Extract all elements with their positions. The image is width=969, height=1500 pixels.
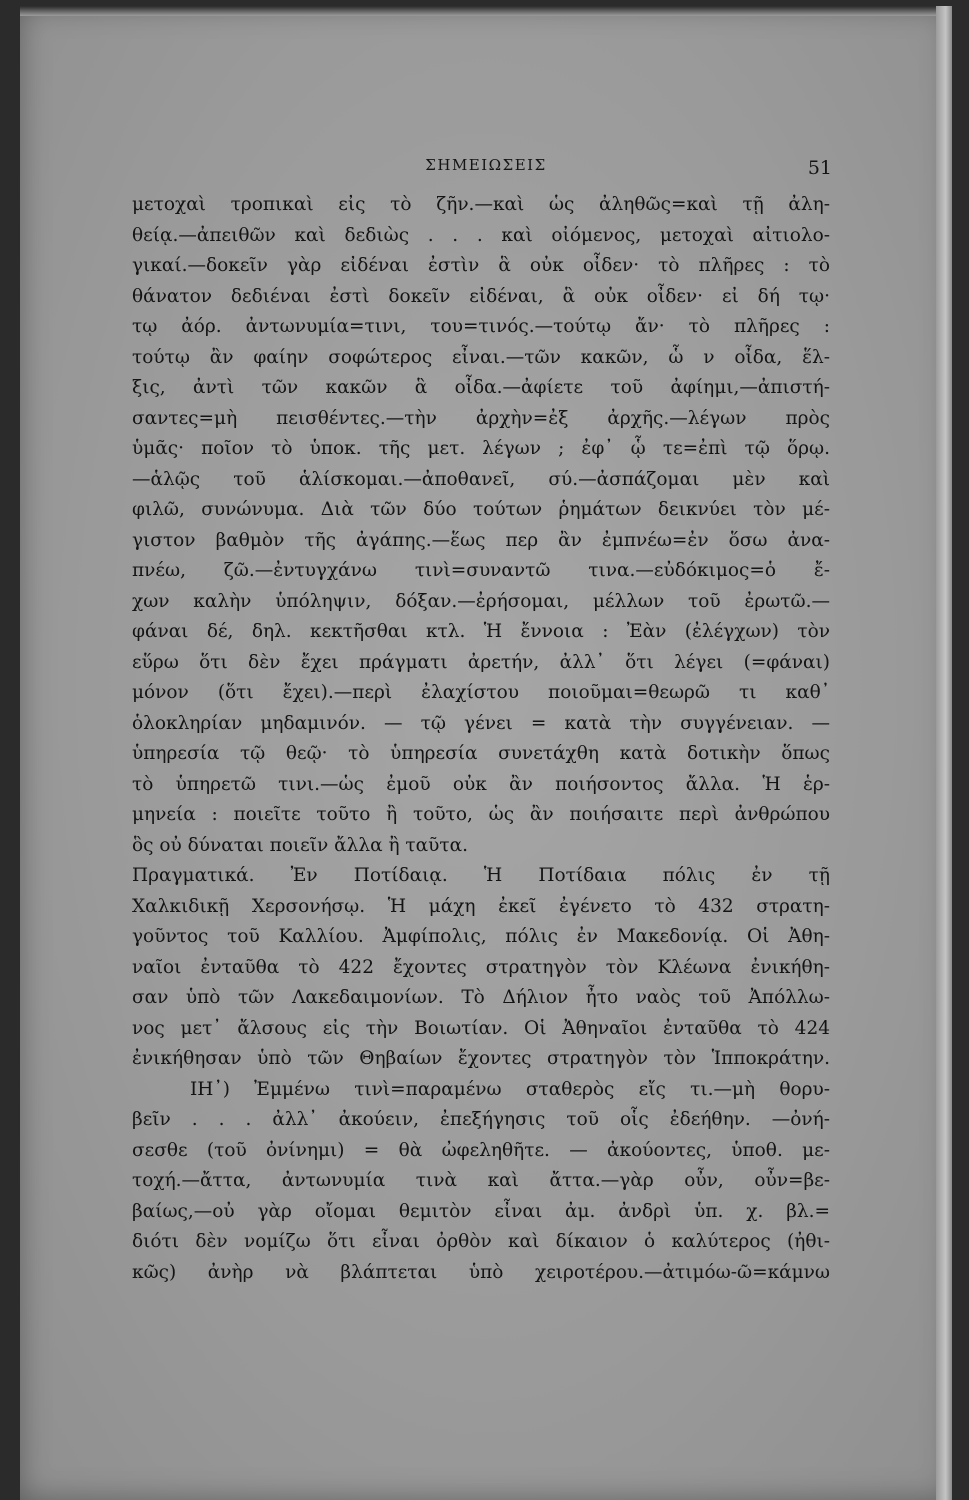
text-line: φιλῶ, συνώνυμα. Διὰ τῶν δύο τούτων ῥημάτων δεικνύει τὸν μέ- <box>132 499 830 520</box>
text-line: ναῖοι ἐνταῦθα τὸ 422 ἔχοντες στρατηγὸν τὸν Κλέωνα ἐνικήθη- <box>132 956 830 978</box>
text-line: σαν ὑπὸ τῶν Λακεδαιμονίων. Τὸ Δήλιον ἦτο ναὸς τοῦ Ἀπόλλω- <box>132 987 830 1008</box>
text-line: τὸ ὑπηρετῶ τινι.—ὡς ἐμοῦ οὐκ ἂν ποιήσοντος ἄλλα. Ἡ ἑρ- <box>132 773 830 795</box>
page-header <box>20 156 952 180</box>
page-right-edge <box>936 6 952 1500</box>
text-line: σεσθε (τοῦ ὀνίνημι) = θὰ ὠφεληθῆτε. — ἀκούοντες, ὑποθ. με- <box>132 1139 830 1161</box>
text-line: μόνον (ὅτι ἔχει).—περὶ ἐλαχίστου ποιοῦμαι=θεωρῶ τι καθ᾽ <box>132 682 830 703</box>
text-line: ὑμᾶς· ποῖον τὸ ὑποκ. τῆς μετ. λέγων ; ἐφ᾽ ᾧ τε=ἐπὶ τῷ ὅρῳ. <box>132 438 830 459</box>
text-line: Χαλκιδικῇ Χερσονήσῳ. Ἡ μάχη ἐκεῖ ἐγένετο τὸ 432 στρατη- <box>132 895 830 917</box>
text-line: θείᾳ.—ἀπειθῶν καὶ δεδιὼς . . . καὶ οἰόμενος, μετοχαὶ αἰτιολο- <box>132 224 830 246</box>
text-line: γιστον βαθμὸν τῆς ἀγάπης.—ἕως περ ἂν ἐμπνέω=ἐν ὅσω ἀνα- <box>132 529 830 551</box>
text-line: φάναι δέ, δηλ. κεκτῆσθαι κτλ. Ἡ ἔννοια : Ἐὰν (ἐλέγχων) τὸν <box>132 621 830 642</box>
text-line: σαντες=μὴ πεισθέντες.—τὴν ἀρχὴν=ἐξ ἀρχῆς.—λέγων πρὸς <box>132 407 830 429</box>
text-line: εὕρω ὅτι δὲν ἔχει πράγματι ἀρετήν, ἀλλ᾽ ὅτι λέγει (=φάναι) <box>132 651 830 673</box>
text-line: τοχή.—ἄττα, ἀντωνυμία τινὰ καὶ ἄττα.—γὰρ οὖν, οὖν=βε- <box>132 1170 830 1191</box>
text-line: ξις, ἀντὶ τῶν κακῶν ἃ οἶδα.—ἀφίετε τοῦ ἀφίημι,—ἀπιστή- <box>132 377 830 398</box>
text-line: διότι δὲν νομίζω ὅτι εἶναι ὀρθὸν καὶ δίκαιον ὁ καλύτερος (ἠθι- <box>132 1231 830 1252</box>
text-line: μετοχαὶ τροπικαὶ εἰς τὸ ζῆν.—καὶ ὡς ἀληθῶς=καὶ τῇ ἀλη- <box>132 194 830 215</box>
text-line: θάνατον δεδιέναι ἐστὶ δοκεῖν εἰδέναι, ἃ οὐκ οἶδεν· εἰ δή τῳ· <box>132 285 830 307</box>
text-line: γοῦντος τοῦ Καλλίου. Ἀμφίπολις, πόλις ἐν Μακεδονίᾳ. Οἱ Ἀθη- <box>132 926 830 947</box>
text-line: τῳ ἀόρ. ἀντωνυμία=τινι, του=τινός.—τούτῳ ἄν· τὸ πλῆρες : <box>132 316 830 337</box>
text-line: κῶς) ἀνὴρ νὰ βλάπτεται ὑπὸ χειροτέρου.—ἀτιμόω-ῶ=κάμνω <box>132 1261 830 1283</box>
text-line: —ἁλῷς τοῦ ἁλίσκομαι.—ἀποθανεῖ, σύ.—ἀσπάζομαι μὲν καὶ <box>132 468 830 490</box>
text-line: χων καλὴν ὑπόληψιν, δόξαν.—ἐρήσομαι, μέλλων τοῦ ἐρωτῶ.— <box>132 590 830 612</box>
text-line: γικαί.—δοκεῖν γὰρ εἰδέναι ἐστὶν ἃ οὐκ οἶδεν· τὸ πλῆρες : τὸ <box>132 255 830 276</box>
text-line: ὁλοκληρίαν μηδαμινόν. — τῷ γένει = κατὰ τὴν συγγένειαν. — <box>132 712 830 734</box>
notes-text <box>132 190 830 1288</box>
text-line: ὃς οὐ δύναται ποιεῖν ἄλλα ἢ ταῦτα. <box>132 834 469 856</box>
text-line: ΙΗ᾽) Ἐμμένω τινὶ=παραμένω σταθερὸς εἴς τι.—μὴ θορυ- <box>190 1078 830 1100</box>
text-line: πνέω, ζῶ.—ἐντυγχάνω τινὶ=συναντῶ τινα.—εὐδόκιμος=ὁ ἔ- <box>132 560 830 581</box>
text-line: νος μετ᾽ ἄλσους εἰς τὴν Βοιωτίαν. Οἱ Ἀθηναῖοι ἐνταῦθα τὸ 424 <box>132 1017 830 1039</box>
running-head: ΣΗΜΕΙΩΣΕΙΣ <box>425 156 547 174</box>
text-line: ἐνικήθησαν ὑπὸ τῶν Θηβαίων ἔχοντες στρατηγὸν τὸν Ἱπποκράτην. <box>132 1048 830 1069</box>
book-page <box>20 6 952 1500</box>
text-line: μηνεία : ποιεῖτε τοῦτο ἢ τοῦτο, ὡς ἂν ποιήσαιτε περὶ ἀνθρώπου <box>132 804 830 825</box>
page-top-edge <box>20 6 952 16</box>
text-line: τούτῳ ἂν φαίην σοφώτερος εἶναι.—τῶν κακῶν, ὧ ν οἶδα, ἕλ- <box>132 346 830 368</box>
page-number: 51 <box>807 157 832 179</box>
text-line: ὑπηρεσία τῷ θεῷ· τὸ ὑπηρεσία συνετάχθη κατὰ δοτικὴν ὅπως <box>132 743 830 764</box>
text-line: βαίως,—οὐ γὰρ οἴομαι θεμιτὸν εἶναι ἀμ. ἀνδρὶ ὑπ. χ. βλ.= <box>132 1200 830 1222</box>
text-line: Πραγματικά. Ἐν Ποτίδαιᾳ. Ἡ Ποτίδαια πόλις ἐν τῇ <box>132 865 830 886</box>
text-line: βεῖν . . . ἀλλ᾽ ἀκούειν, ἐπεξήγησις τοῦ οἷς ἐδεήθην. —ὀνή- <box>132 1109 830 1130</box>
